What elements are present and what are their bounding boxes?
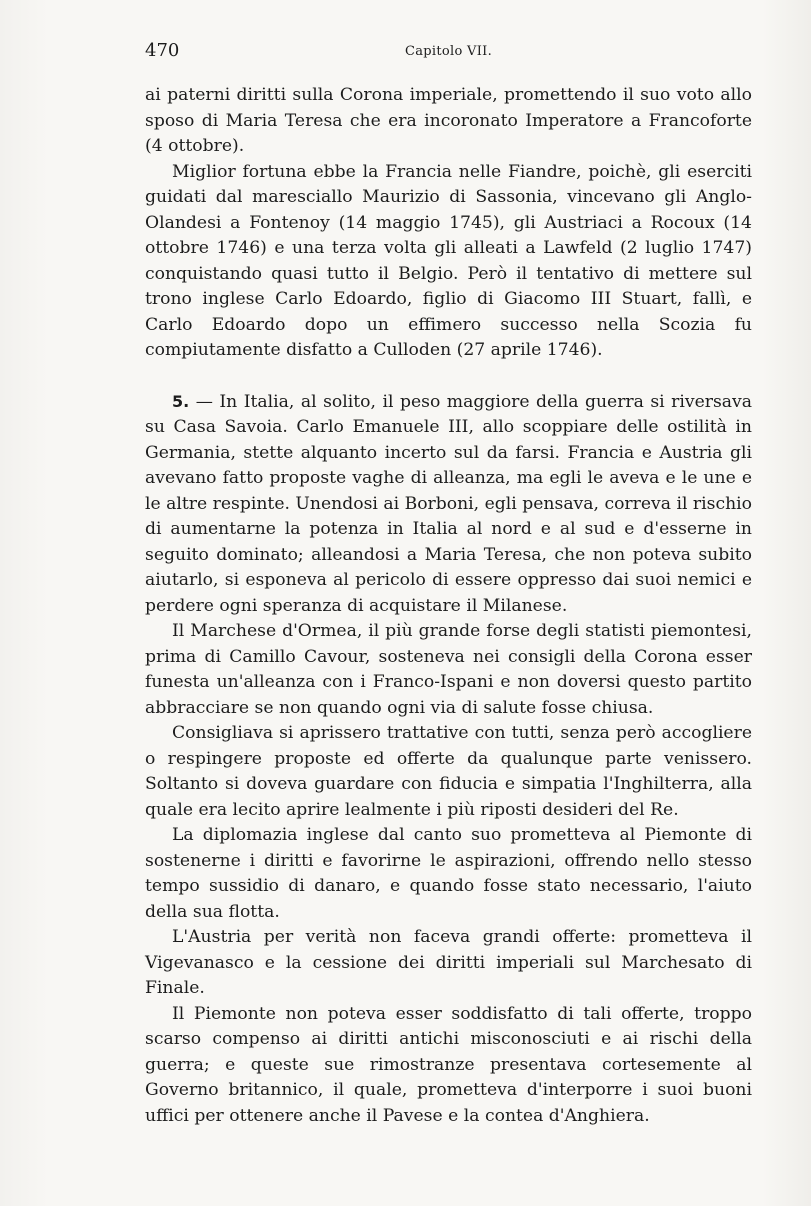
running-head: Capitolo VII. xyxy=(405,44,493,59)
paragraph: La diplomazia inglese dal canto suo prometteva al Piemonte di sostenerne i diritti e favorirne le aspirazioni, offrendo nello stesso tempo sussidio di danaro, e quando fosse stato necessario, l'aiuto della sua flotta. xyxy=(145,825,752,922)
body-text xyxy=(145,83,752,1129)
paragraph-text: — In Italia, al solito, il peso maggiore della guerra si riversava su Casa Savoia. Carlo Emanuele III, allo scoppiare delle ostilità in Germania, stette alquanto incerto sul da farsi. Francia e Austria gli avevano fatto proposte vaghe di alleanza, ma egli le aveva e le une e le altre respinte. Unendosi ai Borboni, egli pensava, correva il rischio di aumentarne la potenza in Italia al nord e al sud e d'esserne in seguito dominato; alleandosi a Maria Teresa, che non poteva subito aiutarlo, si esponeva al pericolo di essere oppresso dai suoi nemici e perdere ogni speranza di acquistare il Milanese. xyxy=(145,391,752,616)
paragraph: ai paterni diritti sulla Corona imperiale, promettendo il suo voto allo sposo di Maria Teresa che era incoronato Imperatore a Francoforte (4 ottobre). xyxy=(145,85,752,156)
paragraph: Consigliava si aprissero trattative con tutti, senza però accogliere o respingere proposte ed offerte da qualunque parte venissero. Soltanto si doveva guardare con fiducia e simpatia l'Inghilterra, alla quale era lecito aprire lealmente i più riposti desideri del Re. xyxy=(145,723,752,820)
paragraph: L'Austria per verità non faceva grandi offerte: prometteva il Vigevanasco e la cessione dei diritti imperiali sul Marchesato di Finale. xyxy=(145,927,752,998)
page-number: 470 xyxy=(145,40,180,61)
paragraph: Il Marchese d'Ormea, il più grande forse degli statisti piemontesi, prima di Camillo Cavour, sosteneva nei consigli della Corona esser funesta un'alleanza con i Franco-Ispani e non doversi questo partito abbracciare se non quando ogni via di salute fosse chiusa. xyxy=(145,621,752,718)
page-header xyxy=(145,40,755,70)
section-number: 5. xyxy=(172,391,190,411)
paragraph: Il Piemonte non poteva esser soddisfatto di tali offerte, troppo scarso compenso ai diritti antichi misconosciuti e ai rischi della guerra; e queste sue rimostranze presentava cortesemente al Governo britannico, il quale, prometteva d'interporre i suoi buoni uffici per ottenere anche il Pavese e la contea d'Anghiera. xyxy=(145,1003,752,1126)
section-paragraph xyxy=(145,389,752,620)
paragraph: Miglior fortuna ebbe la Francia nelle Fiandre, poichè, gli eserciti guidati dal maresciallo Maurizio di Sassonia, vincevano gli Anglo-Olandesi a Fontenoy (14 maggio 1745), gli Austriaci a Rocoux (14 ottobre 1746) e una terza volta gli alleati a Lawfeld (2 luglio 1747) conquistando quasi tutto il Belgio. Però il tentativo di mettere sul trono inglese Carlo Edoardo, figlio di Giacomo III Stuart, fallì, e Carlo Edoardo dopo un effimero successo nella Scozia fu compiutamente disfatto a Culloden (27 aprile 1746). xyxy=(145,161,752,360)
